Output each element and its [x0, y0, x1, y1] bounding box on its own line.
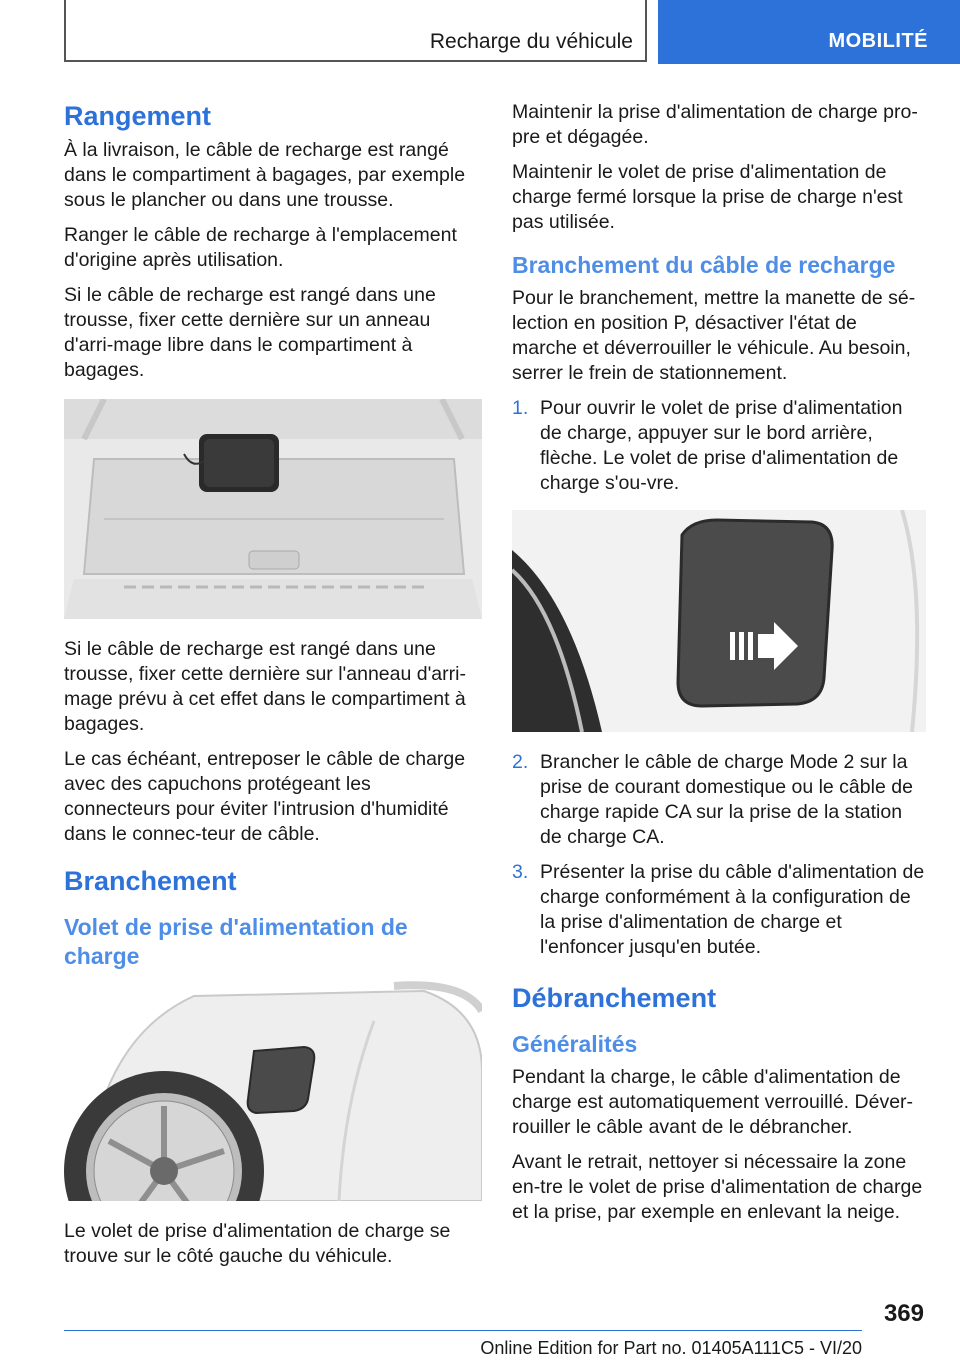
paragraph: Avant le retrait, nettoyer si nécessaire la zone en-tre le volet de prise d'alimentation de charge et la prise, par exemple en enlevant la neige. — [512, 1151, 923, 1223]
step-text: Pour ouvrir le volet de prise d'alimentation de charge, appuyer sur le bord arrière, flèche. Le volet de prise d'alimentation de charge s'ou-vre. — [540, 397, 903, 494]
page-number: 369 — [883, 1300, 924, 1327]
paragraph: Le cas échéant, entreposer le câble de charge avec des capuchons protégeant les connecteurs pour éviter l'intrusion d'humidité dans le connec-teur de câble. — [64, 748, 466, 845]
heading-branchement-cable: Branchement du câble de recharge — [512, 252, 896, 278]
right-column — [512, 100, 926, 1235]
paragraph: Si le câble de recharge est rangé dans une trousse, fixer cette dernière sur l'anneau d'arri-mage prévu à cet effet dans le compartiment à bagages. — [64, 638, 466, 735]
section-title: MOBILITÉ — [828, 30, 928, 52]
paragraph: Le volet de prise d'alimentation de charge se trouve sur le côté gauche du véhicule. — [64, 1220, 451, 1267]
step-number: 3. — [512, 861, 529, 883]
heading-rangement: Rangement — [64, 101, 212, 131]
heading-debranchement: Débranchement — [512, 983, 717, 1013]
paragraph: Pour le branchement, mettre la manette de sé-lection en position P, désactiver l'état de marche et déverrouiller le véhicule. Au besoin, serrer le frein de stationnement. — [512, 287, 916, 384]
header-section-box — [658, 0, 960, 64]
paragraph: Maintenir le volet de prise d'alimentation de charge fermé lorsque la prise de charge n'est pas utilisée. — [512, 161, 903, 233]
charge-flap-image — [512, 510, 926, 732]
footer-divider — [64, 1330, 862, 1331]
steps-list-continued — [512, 750, 926, 960]
list-item — [512, 396, 926, 496]
step-text: Brancher le câble de charge Mode 2 sur la prise de courant domestique ou le câble de charge rapide CA sur la prise de la station de charge CA. — [540, 751, 913, 848]
heading-volet: Volet de prise d'alimentation de charge — [64, 914, 408, 969]
chapter-title: Recharge du véhicule — [429, 30, 633, 53]
paragraph: Maintenir la prise d'alimentation de charge pro-pre et dégagée. — [512, 101, 918, 148]
trunk-illustration — [64, 399, 482, 619]
paragraph: À la livraison, le câble de recharge est rangé dans le compartiment à bagages, par exemple sous le plancher ou dans une trousse. — [64, 139, 466, 211]
footer-edition: Online Edition for Part no. 01405A111C5 - VI/20 — [480, 1338, 862, 1358]
trunk-image — [64, 399, 482, 619]
paragraph: Ranger le câble de recharge à l'emplacement d'origine après utilisation. — [64, 224, 457, 271]
step-number: 2. — [512, 751, 529, 773]
paragraph: Pendant la charge, le câble d'alimentation de charge est automatiquement verrouillé. Déver-rouiller le câble avant de le débrancher. — [512, 1066, 914, 1138]
left-column — [64, 100, 482, 1279]
car-side-image — [64, 981, 482, 1201]
list-item — [512, 860, 926, 960]
step-text: Présenter la prise du câble d'alimentation de charge conformément à la configuration de la prise d'alimentation de charge et l'enfoncer jusqu'en butée. — [540, 861, 925, 958]
charge-flap-illustration — [512, 510, 926, 732]
heading-branchement: Branchement — [64, 866, 237, 896]
header-chapter-box — [64, 0, 647, 62]
heading-generalites: Généralités — [512, 1031, 638, 1057]
car-side-illustration — [64, 981, 482, 1201]
step-number: 1. — [512, 397, 529, 419]
steps-list — [512, 396, 926, 496]
paragraph: Si le câble de recharge est rangé dans une trousse, fixer cette dernière sur un anneau d'arri-mage libre dans le compartiment à bagages. — [64, 284, 436, 381]
list-item — [512, 750, 926, 850]
